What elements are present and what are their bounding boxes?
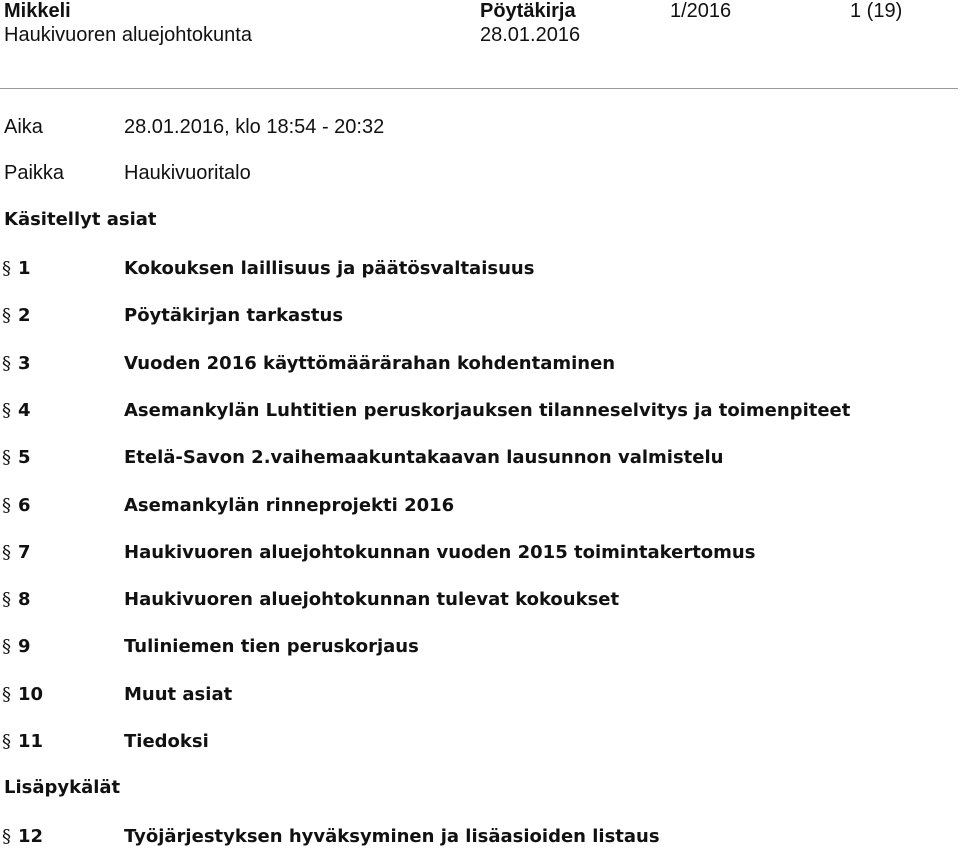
- section-symbol: §: [2, 826, 11, 847]
- agenda-item-title: Muut asiat: [124, 683, 233, 705]
- agenda-item-title: Asemankylän rinneprojekti 2016: [124, 494, 455, 516]
- place-value: Haukivuoritalo: [124, 162, 251, 184]
- agenda-item: [0, 731, 940, 757]
- agenda-item-title: Haukivuoren aluejohtokunnan vuoden 2015 toimintakertomus: [124, 541, 756, 563]
- extra-items-heading: Lisäpykälät: [4, 777, 121, 798]
- section-symbol: §: [2, 494, 11, 516]
- agenda-item-number: 4: [18, 399, 31, 421]
- agenda-item-number: 3: [18, 352, 31, 374]
- section-symbol: §: [2, 541, 11, 563]
- agenda-item-number: 10: [18, 683, 44, 705]
- agenda-item-title: Kokouksen laillisuus ja päätösvaltaisuus: [124, 258, 535, 279]
- header-divider: [0, 88, 958, 89]
- agenda-item: [0, 684, 940, 710]
- agenda-item-number: 7: [18, 541, 31, 563]
- agenda-item: [0, 258, 940, 284]
- place-label: Paikka: [4, 162, 65, 184]
- agenda-item-number: 6: [18, 494, 31, 516]
- document-number: 1/2016: [670, 0, 732, 22]
- agenda-item-number: 12: [18, 826, 44, 847]
- section-symbol: §: [2, 589, 11, 611]
- agenda-item-title: Pöytäkirjan tarkastus: [124, 305, 344, 327]
- agenda-item-title: Tiedoksi: [124, 731, 209, 752]
- agenda-item-title: Tuliniemen tien peruskorjaus: [124, 636, 419, 658]
- document-date: 28.01.2016: [480, 24, 581, 46]
- agenda-item: [0, 636, 940, 662]
- section-symbol: §: [2, 352, 11, 374]
- agenda-item-title: Vuoden 2016 käyttömäärärahan kohdentaminen: [124, 352, 616, 374]
- agenda-item-title: Etelä-Savon 2.vaihemaakuntakaavan lausunnon valmistelu: [124, 447, 724, 469]
- agenda-item: [0, 542, 940, 568]
- municipality-name: Mikkeli: [4, 0, 71, 22]
- handled-items-heading: Käsitellyt asiat: [4, 209, 157, 230]
- document-type: Pöytäkirja: [480, 0, 576, 22]
- body-name: Haukivuoren aluejohtokunta: [4, 24, 252, 46]
- section-symbol: §: [2, 683, 11, 705]
- section-symbol: §: [2, 731, 11, 752]
- section-symbol: §: [2, 447, 11, 469]
- section-symbol: §: [2, 636, 11, 658]
- agenda-item: [0, 447, 940, 473]
- time-label: Aika: [4, 116, 43, 138]
- page-number: 1 (19): [850, 0, 903, 22]
- agenda-item-title: Asemankylän Luhtitien peruskorjauksen tilanneselvitys ja toimenpiteet: [124, 399, 851, 421]
- agenda-item-number: 5: [18, 447, 31, 469]
- agenda-item: [0, 589, 940, 615]
- section-symbol: §: [2, 258, 11, 279]
- agenda-item-number: 11: [18, 731, 44, 752]
- agenda-item-title: Haukivuoren aluejohtokunnan tulevat kokoukset: [124, 589, 620, 611]
- time-value: 28.01.2016, klo 18:54 - 20:32: [124, 116, 385, 138]
- section-symbol: §: [2, 305, 11, 327]
- agenda-item-number: 2: [18, 305, 31, 327]
- agenda-item-number: 9: [18, 636, 31, 658]
- section-symbol: §: [2, 399, 11, 421]
- agenda-item: [0, 400, 940, 426]
- agenda-item-title: Työjärjestyksen hyväksyminen ja lisäasioiden listaus: [124, 826, 660, 847]
- agenda-item: [0, 826, 940, 852]
- agenda-item-number: 8: [18, 589, 31, 611]
- agenda-item: [0, 305, 940, 331]
- agenda-item-number: 1: [18, 258, 31, 279]
- agenda-item: [0, 353, 940, 379]
- agenda-item: [0, 495, 940, 521]
